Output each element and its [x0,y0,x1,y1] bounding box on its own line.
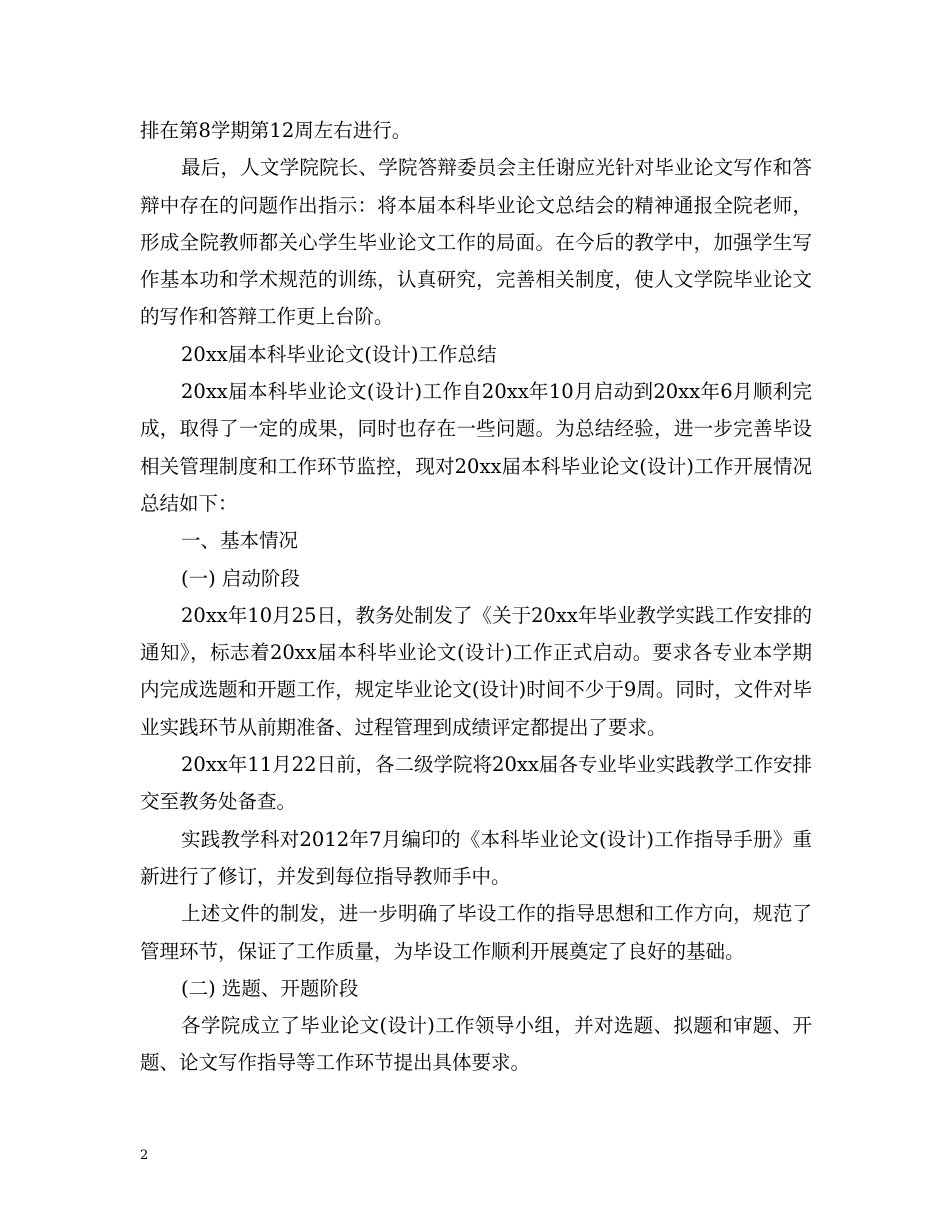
subheading-launch-stage: (一) 启动阶段 [181,566,300,590]
document-page [140,112,812,1082]
paragraph-1: 排在第8学期第12周左右进行。 [140,119,412,142]
paragraph-10: 上述文件的制发，进一步明确了毕设工作的指导思想和工作方向，规范了管理环节，保证了工作质量，为毕设工作顺利开展奠定了良好的基础。 [140,902,812,963]
subheading-topic-stage: (二) 选题、开题阶段 [181,976,359,1000]
paragraph-9: 实践教学科对2012年7月编印的《本科毕业论文(设计)工作指导手册》重新进行了修订，并发到每位指导教师手中。 [140,827,812,888]
paragraph-2: 最后，人文学院院长、学院答辩委员会主任谢应光针对毕业论文写作和答辩中存在的问题作出指示：将本届本科毕业论文总结会的精神通报全院老师，形成全院教师都关心学生毕业论文工作的局面。在今后的教学中，加强学生写作基本功和学术规范的训练，认真研究，完善相关制度，使人文学院毕业论文的写作和答辩工作更上台阶。 [140,156,812,329]
paragraph-8: 20xx年11月22日前，各二级学院将20xx届各专业毕业实践教学工作安排交至教务处备查。 [140,753,812,814]
page-number: 2 [140,1148,149,1163]
paragraph-7: 20xx年10月25日，教务处制发了《关于20xx年毕业教学实践工作安排的通知》，标志着20xx届本科毕业论文(设计)工作正式启动。要求各专业本学期内完成选题和开题工作，规定毕业论文(设计)时间不少于9周。同时，文件对毕业实践环节从前期准备、过程管理到成绩评定都提出了要求。 [140,603,812,739]
section-title: 20xx届本科毕业论文(设计)工作总结 [181,342,497,366]
paragraph-12: 各学院成立了毕业论文(设计)工作领导小组，并对选题、拟题和审题、开题、论文写作指导等工作环节提出具体要求。 [140,1014,812,1075]
paragraph-4: 20xx届本科毕业论文(设计)工作自20xx年10月启动到20xx年6月顺利完成，取得了一定的成果，同时也存在一些问题。为总结经验，进一步完善毕设相关管理制度和工作环节监控，现对20xx届本科毕业论文(设计)工作开展情况总结如下： [140,380,812,515]
heading-basic-situation: 一、基本情况 [181,529,299,553]
